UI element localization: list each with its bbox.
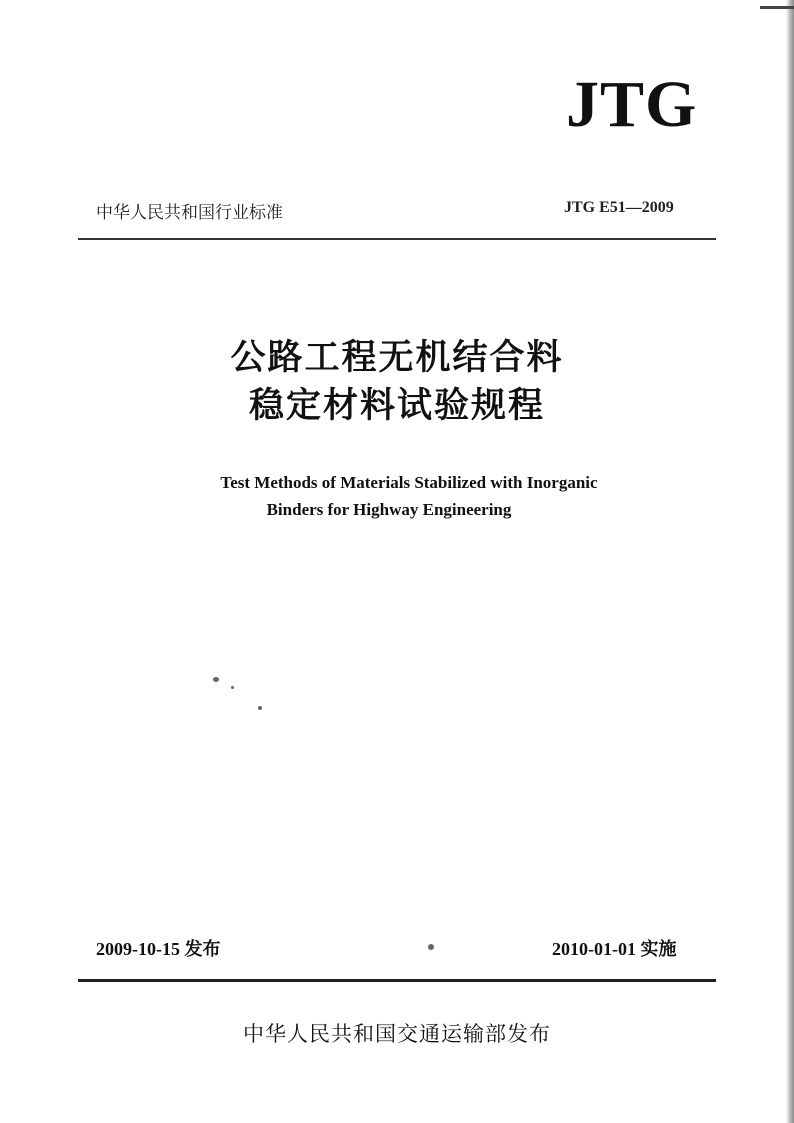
title-english-line-2: Binders for Highway Engineering [266,500,512,519]
jtg-logo: JTG [566,68,698,141]
title-chinese-line-2: 稳定材料试验规程 [248,386,545,426]
industry-standard-label: 中华人民共和国行业标准 [96,203,283,223]
scan-edge-mark [760,6,794,9]
scan-speck [258,706,262,710]
standard-code: JTG E51—2009 [564,199,674,216]
scan-page-edge [786,0,794,1123]
implementation-date: 2010-01-01 实施 [552,939,677,959]
issue-date: 2009-10-15 发布 [96,939,221,959]
title-english-line-1: Test Methods of Materials Stabilized with Inorganic [220,473,598,492]
scan-speck [213,677,219,682]
scan-speck [231,686,234,689]
header-divider [78,238,716,240]
publisher-label: 中华人民共和国交通运输部发布 [243,1022,551,1046]
scan-speck [428,944,434,950]
title-chinese-line-1: 公路工程无机结合料 [230,338,564,378]
footer-divider [78,979,716,982]
